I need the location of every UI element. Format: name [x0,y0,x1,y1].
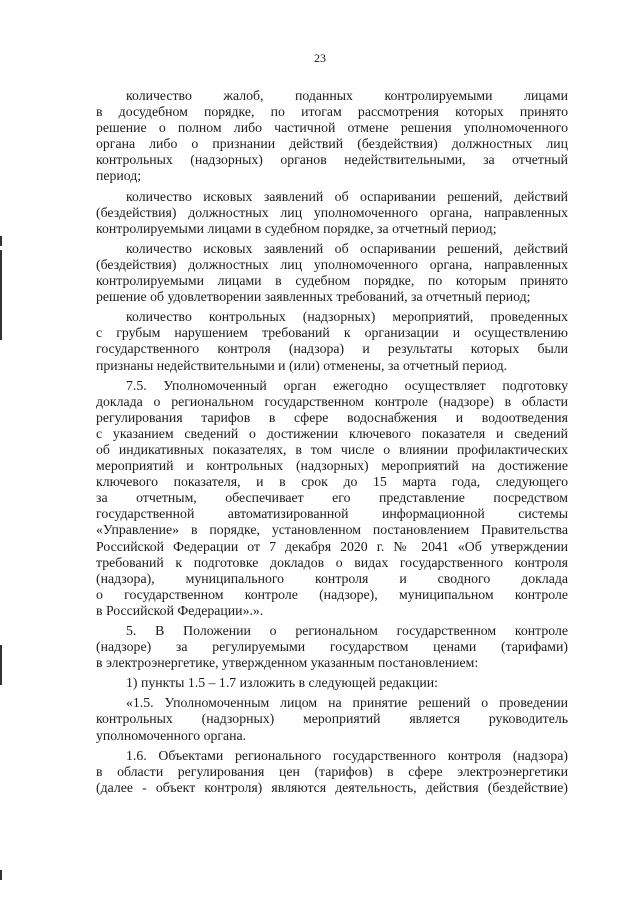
text-line: контролируемыми лицами в судебном порядке, за отчетный период; [96,220,497,236]
text-line: в досудебном порядке, по итогам рассмотрения которых принято [96,104,568,120]
margin-scan-mark [0,645,2,685]
paragraph [96,748,568,796]
text-line: (бездействия) должностных лиц уполномоченного органа, направленных [96,256,568,272]
paragraph [96,695,568,743]
text-line: 5. В Положении о региональном государственном контроле [126,623,568,638]
text-line: регулирования тарифов в сфере водоснабжения и водоотведения [96,409,568,425]
paragraph [96,623,568,671]
text-line: о государственном контроле (надзоре), муниципальном контроле [96,586,568,602]
text-line: (надзора), муниципального контроля и сводного доклада [96,570,568,586]
text-line: «1.5. Уполномоченным лицом на принятие решений о проведении [126,695,568,711]
text-line: об индикативных показателях, в том числе о влиянии профилактических [96,441,568,457]
text-line: требований к подготовке докладов о видах государственного контроля [96,554,568,570]
text-line: доклада о региональном государственном контроле (надзоре) в области [96,393,568,409]
text-line: 1) пункты 1.5 – 1.7 изложить в следующей редакции: [126,675,438,691]
paragraph [96,309,568,373]
text-line: мероприятий и контрольных (надзорных) мероприятий на достижение [96,458,568,474]
text-line: с грубым нарушением требований к организации и осуществлению [96,325,568,341]
text-line: «Управление» в порядке, установленном постановлением Правительства [96,522,568,538]
margin-scan-mark [0,250,2,340]
text-line: контрольных (надзорных) органов недействительными, за отчетный [96,152,568,168]
paragraph [96,241,568,305]
paragraph [96,88,568,185]
text-line: за отчетным, обеспечивает его представление посредством [96,490,568,506]
text-line: количество исковых заявлений об оспаривании решений, действий [126,188,568,204]
text-line: период; [96,168,142,184]
text-line: количество исковых заявлений об оспаривании решений, действий [126,240,568,256]
text-line: в области регулирования цен (тарифов) в сфере электроэнергетики [96,763,568,779]
page-number: 23 [314,51,326,65]
document-body [96,88,568,800]
paragraph [96,378,568,619]
text-line: контрольных (надзорных) мероприятий является руководитель [96,711,568,727]
text-line: 7.5. Уполномоченный орган ежегодно осуществляет подготовку [126,377,568,393]
text-line: уполномоченного органа. [96,727,247,743]
text-line: ключевого показателя, и в срок до 15 марта года, следующего [96,474,568,490]
text-line: 1.6. Объектами регионального государственного контроля (надзора) [126,747,568,763]
text-line: государственной автоматизированной информационной системы [96,506,568,522]
text-line: с указанием сведений о достижении ключевого показателя и сведений [96,425,568,441]
text-line: органа либо о признании действий (бездействия) должностных лиц [96,136,568,152]
margin-scan-mark [0,870,2,880]
text-line: решение об удовлетворении заявленных требований, за отчетный период; [96,289,531,305]
text-line: признаны недействительными и (или) отменены, за отчетный период. [96,357,508,373]
text-line: в электроэнергетике, утвержденном указанным постановлением: [96,655,479,671]
text-line: решение о полном либо частичной отмене решения уполномоченного [96,120,568,136]
paragraph [96,189,568,237]
text-line: Российской Федерации от 7 декабря 2020 г. № 2041 «Об утверждении [96,538,568,554]
text-line: (надзоре) за регулируемыми государством ценами (тарифами) [96,639,568,655]
text-line: количество контрольных (надзорных) мероприятий, проведенных [126,309,568,325]
margin-scan-mark [0,236,2,246]
text-line: государственного контроля (надзора) и результаты которых были [96,341,568,357]
paragraph [96,675,568,691]
text-line: (далее - объект контроля) являются деятельность, действия (бездействие) [96,779,568,795]
text-line: в Российской Федерации».». [96,602,264,618]
text-line: (бездействия) должностных лиц уполномоченного органа, направленных [96,204,568,220]
text-line: количество жалоб, поданных контролируемыми лицами [126,88,568,103]
text-line: контролируемыми лицами в судебном порядке, по которым принято [96,273,568,289]
